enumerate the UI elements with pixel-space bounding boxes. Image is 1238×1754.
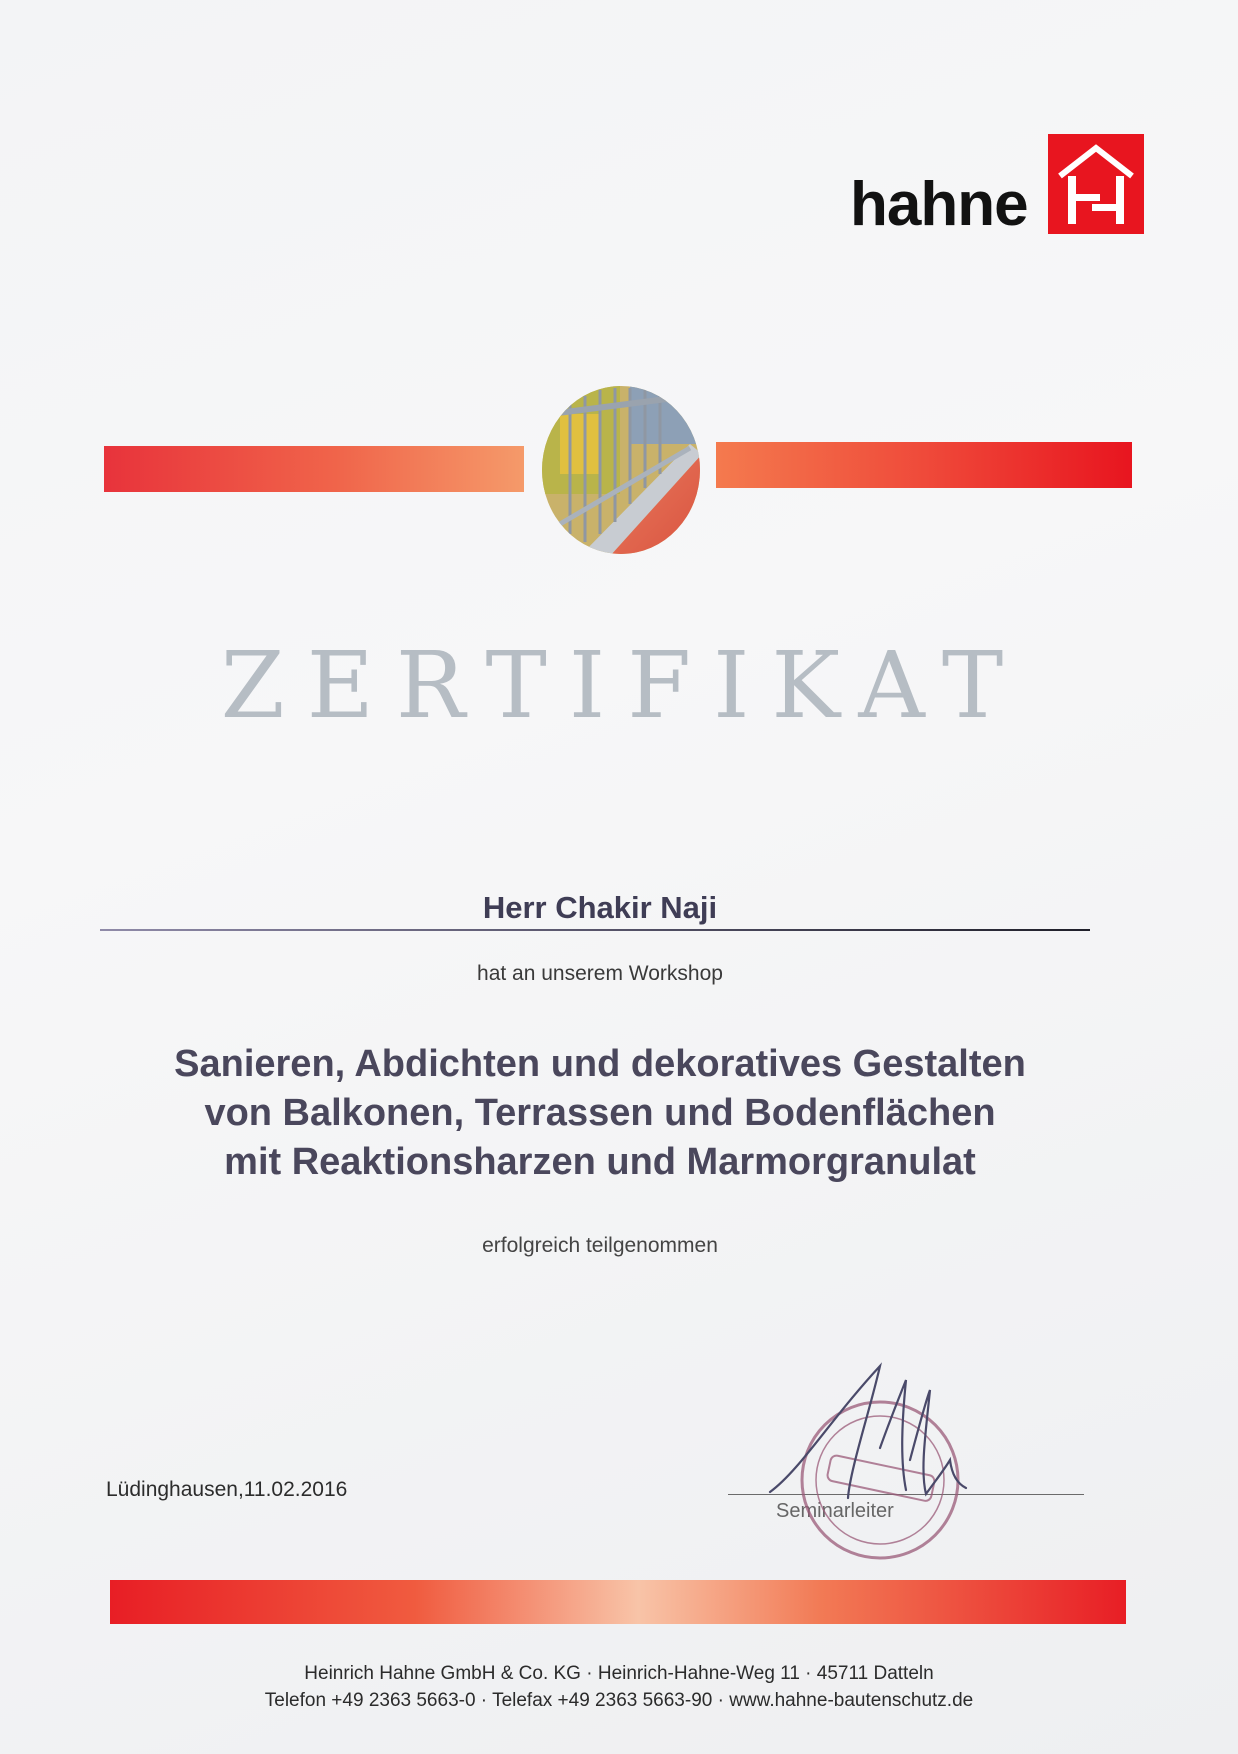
course-title-line: mit Reaktionsharzen und Marmorgranulat <box>224 1141 976 1183</box>
company-logo <box>850 134 1146 240</box>
course-title <box>0 1040 1200 1187</box>
recipient-name: Herr Chakir Naji <box>482 890 718 925</box>
logo-wordmark: hahne <box>850 170 1028 239</box>
footer-address: Heinrich Hahne GmbH & Co. KG · Heinrich-Hahne-Weg 11 · 45711 Datteln <box>304 1663 934 1684</box>
company-stamp-and-signature <box>730 1360 980 1570</box>
place-and-date: Lüdinghausen,11.02.2016 <box>106 1478 348 1501</box>
decorative-band-left <box>104 446 524 492</box>
hahne-house-logo-icon <box>1048 134 1144 234</box>
signature-role: Seminarleiter <box>776 1500 894 1522</box>
balcony-photo-medallion <box>540 384 702 556</box>
decorative-band-right <box>716 442 1132 488</box>
footer-contact: Telefon +49 2363 5663-0 · Telefax +49 2363 5663-90 · www.hahne-bautenschutz.de <box>264 1690 974 1711</box>
intro-text: hat an unserem Workshop <box>477 962 723 985</box>
course-title-line: von Balkonen, Terrassen und Bodenflächen <box>204 1092 996 1134</box>
certificate-title: ZERTIFIKAT <box>220 632 1026 739</box>
course-title-line: Sanieren, Abdichten und dekoratives Gestalten <box>174 1043 1026 1085</box>
completion-text: erfolgreich teilgenommen <box>482 1234 718 1257</box>
recipient-underline <box>100 929 1090 931</box>
decorative-band-bottom <box>110 1580 1126 1624</box>
company-footer <box>0 1660 1238 1714</box>
